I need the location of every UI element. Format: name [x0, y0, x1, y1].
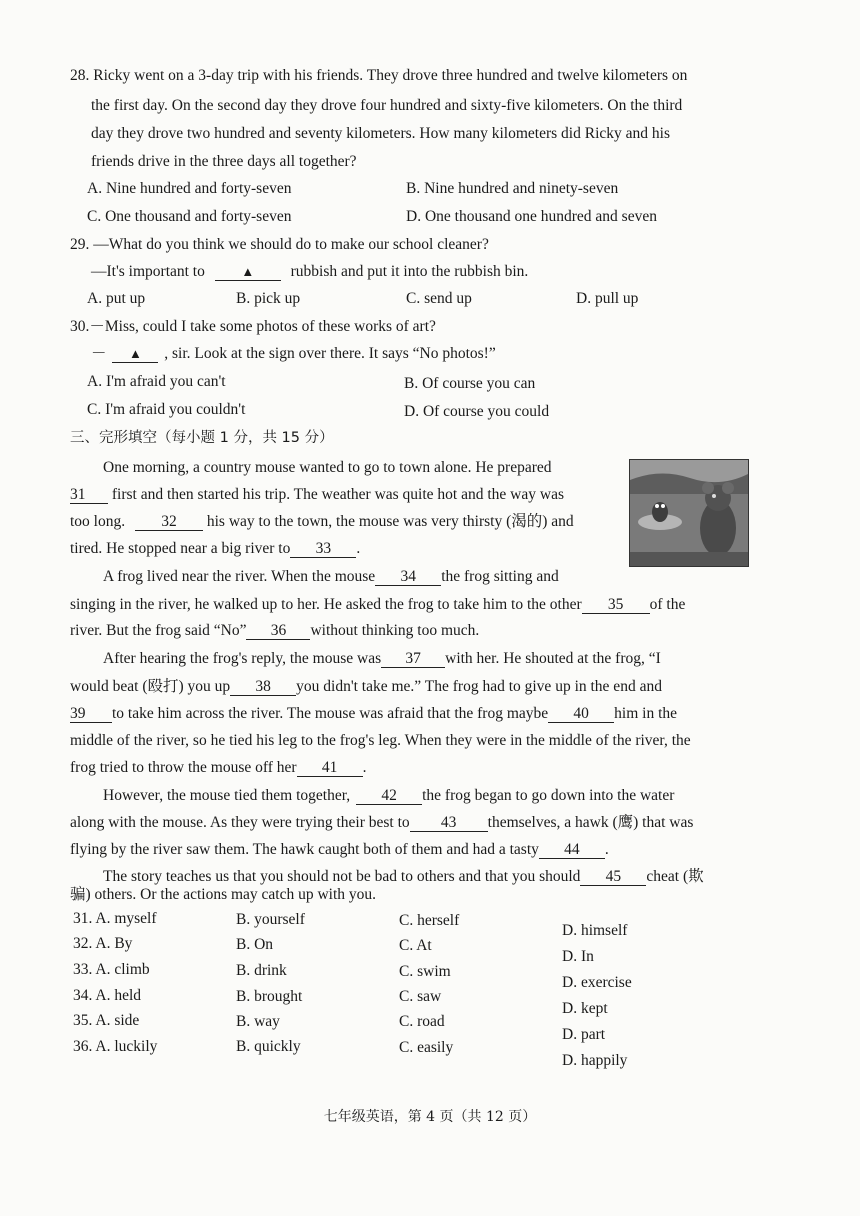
blank-31: 31	[70, 487, 108, 504]
choice-36-c: C. easily	[399, 1039, 454, 1056]
passage-text: After hearing the frog's reply, the mouse was	[103, 650, 382, 667]
passage-text: However, the mouse tied them together,	[103, 787, 351, 804]
passage-text: cheat (欺	[646, 868, 704, 885]
blank-34: 34	[375, 569, 441, 586]
q30-option-d: D. Of course you could	[404, 403, 550, 420]
passage-text: of the	[649, 596, 686, 613]
q29-option-b: B. pick up	[236, 290, 301, 307]
q30-answer-line	[91, 344, 496, 364]
passage-line	[103, 567, 559, 587]
q29-answer-post: rubbish and put it into the rubbish bin.	[290, 263, 529, 280]
passage-text: him in the	[614, 705, 678, 722]
blank-42: 42	[356, 788, 422, 805]
passage-line: middle of the river, so he tied his leg to the frog's leg. When they were in the middle of the river, the	[70, 732, 691, 749]
q30-blank	[112, 346, 158, 363]
q29-question: 29. —What do you think we should do to make our school cleaner?	[70, 236, 489, 253]
passage-text: .	[604, 841, 609, 858]
choice-34-c: C. saw	[399, 988, 442, 1005]
passage-text: .	[362, 759, 367, 776]
q29-option-c: C. send up	[406, 290, 472, 307]
story-illustration	[629, 459, 749, 567]
q28-line-1: 28. Ricky went on a 3-day trip with his friends. They drove three hundred and twelve kilometers on	[70, 67, 688, 84]
passage-text: singing in the river, he walked up to her. He asked the frog to take him to the other	[70, 596, 582, 613]
blank-39: 39	[70, 706, 112, 723]
q28-option-d: D. One thousand one hundred and seven	[406, 208, 657, 225]
passage-line	[70, 595, 685, 615]
blank-37: 37	[381, 651, 445, 668]
blank-43: 43	[410, 815, 488, 832]
choice-34-a: 34. A. held	[73, 987, 142, 1004]
passage-text: would beat (殴打) you up	[70, 678, 231, 695]
q29-answer-line	[91, 262, 528, 282]
q28-option-a: A. Nine hundred and forty-seven	[87, 180, 292, 197]
passage-line	[70, 677, 662, 697]
q28-line-4: friends drive in the three days all together?	[91, 153, 357, 170]
passage-line	[70, 840, 609, 860]
q29-option-d: D. pull up	[576, 290, 639, 307]
choice-31-d: D. himself	[562, 922, 628, 939]
q28-option-b: B. Nine hundred and ninety-seven	[406, 180, 619, 197]
choice-34-d: D. kept	[562, 1000, 608, 1017]
q29-blank	[215, 264, 281, 281]
passage-text: first and then started his trip. The weather was quite hot and the way was	[111, 486, 564, 503]
choice-32-d: D. In	[562, 948, 594, 965]
q30-option-c: C. I'm afraid you couldn't	[87, 401, 246, 418]
q28-line-2: the first day. On the second day they drove four hundred and sixty-five kilometers. On the third	[91, 97, 683, 114]
mouse-frog-illustration	[630, 460, 748, 566]
blank-41: 41	[297, 760, 363, 777]
passage-text: themselves, a hawk (鹰) that was	[487, 814, 694, 831]
blank-triangle-icon: ▲	[128, 346, 142, 361]
choice-36-d: D. happily	[562, 1052, 628, 1069]
choice-35-c: C. road	[399, 1013, 445, 1030]
q29-option-a: A. put up	[87, 290, 146, 307]
choice-33-a: 33. A. climb	[73, 961, 150, 978]
passage-line	[103, 649, 661, 669]
q30-question: 30.－Miss, could I take some photos of these works of art?	[70, 318, 436, 335]
blank-32: 32	[135, 514, 203, 531]
choice-33-c: C. swim	[399, 963, 451, 980]
passage-text: .	[356, 540, 361, 557]
choice-35-b: B. way	[236, 1013, 280, 1030]
passage-line	[70, 485, 564, 505]
choice-32-a: 32. A. By	[73, 935, 133, 952]
passage-line	[70, 758, 366, 778]
choice-31-a: 31. A. myself	[73, 910, 157, 927]
q28-option-c: C. One thousand and forty-seven	[87, 208, 292, 225]
passage-text: his way to the town, the mouse was very thirsty (渴的) and	[206, 513, 574, 530]
passage-text: without thinking too much.	[310, 622, 480, 639]
choice-32-c: C. At	[399, 937, 432, 954]
passage-text: tired. He stopped near a big river to	[70, 540, 291, 557]
choice-33-d: D. exercise	[562, 974, 632, 991]
passage-text: A frog lived near the river. When the mouse	[103, 568, 376, 585]
passage-text: with her. He shouted at the frog, “I	[445, 650, 661, 667]
passage-line	[70, 621, 479, 641]
choice-32-b: B. On	[236, 936, 274, 953]
passage-line	[70, 704, 677, 724]
blank-38: 38	[230, 679, 296, 696]
blank-44: 44	[539, 842, 605, 859]
choice-35-d: D. part	[562, 1026, 606, 1043]
blank-45: 45	[580, 869, 646, 886]
passage-text: to take him across the river. The mouse was afraid that the frog maybe	[112, 705, 549, 722]
passage-line	[103, 786, 674, 806]
passage-line: 骗) others. Or the actions may catch up with you.	[70, 886, 377, 903]
passage-text: you didn't take me.” The frog had to give up in the end and	[296, 678, 662, 695]
page-footer: 七年级英语，第 4 页（共 12 页）	[323, 1109, 537, 1125]
q30-option-a: A. I'm afraid you can't	[87, 373, 226, 390]
passage-text: along with the mouse. As they were trying their best to	[70, 814, 410, 831]
passage-line	[70, 813, 693, 833]
passage-text: frog tried to throw the mouse off her	[70, 759, 297, 776]
passage-line	[70, 512, 574, 532]
q29-answer-pre: —It's important to	[91, 263, 205, 280]
q30-answer-pre: －	[91, 345, 107, 362]
passage-text: too long.	[70, 513, 126, 530]
passage-line	[70, 539, 360, 559]
choice-33-b: B. drink	[236, 962, 287, 979]
blank-36: 36	[246, 623, 310, 640]
section-title: 三、完形填空（每小题 1 分，共 15 分）	[70, 430, 334, 446]
blank-33: 33	[290, 541, 356, 558]
q28-line-3: day they drove two hundred and seventy kilometers. How many kilometers did Ricky and his	[91, 125, 670, 142]
passage-text: the frog sitting and	[441, 568, 559, 585]
choice-35-a: 35. A. side	[73, 1012, 140, 1029]
passage-text: river. But the frog said “No”	[70, 622, 247, 639]
blank-triangle-icon: ▲	[241, 264, 255, 279]
q30-answer-post: , sir. Look at the sign over there. It says “No photos!”	[164, 345, 496, 362]
passage-line	[103, 867, 704, 887]
choice-34-b: B. brought	[236, 988, 303, 1005]
choice-36-a: 36. A. luckily	[73, 1038, 158, 1055]
blank-40: 40	[548, 706, 614, 723]
choice-36-b: B. quickly	[236, 1038, 301, 1055]
passage-line: One morning, a country mouse wanted to go to town alone. He prepared	[103, 459, 552, 476]
choice-31-b: B. yourself	[236, 911, 305, 928]
passage-text: The story teaches us that you should not be bad to others and that you should	[103, 868, 581, 885]
choice-31-c: C. herself	[399, 912, 460, 929]
q30-option-b: B. Of course you can	[404, 375, 536, 392]
passage-text: flying by the river saw them. The hawk caught both of them and had a tasty	[70, 841, 539, 858]
blank-35: 35	[582, 597, 650, 614]
passage-text: the frog began to go down into the water	[422, 787, 675, 804]
